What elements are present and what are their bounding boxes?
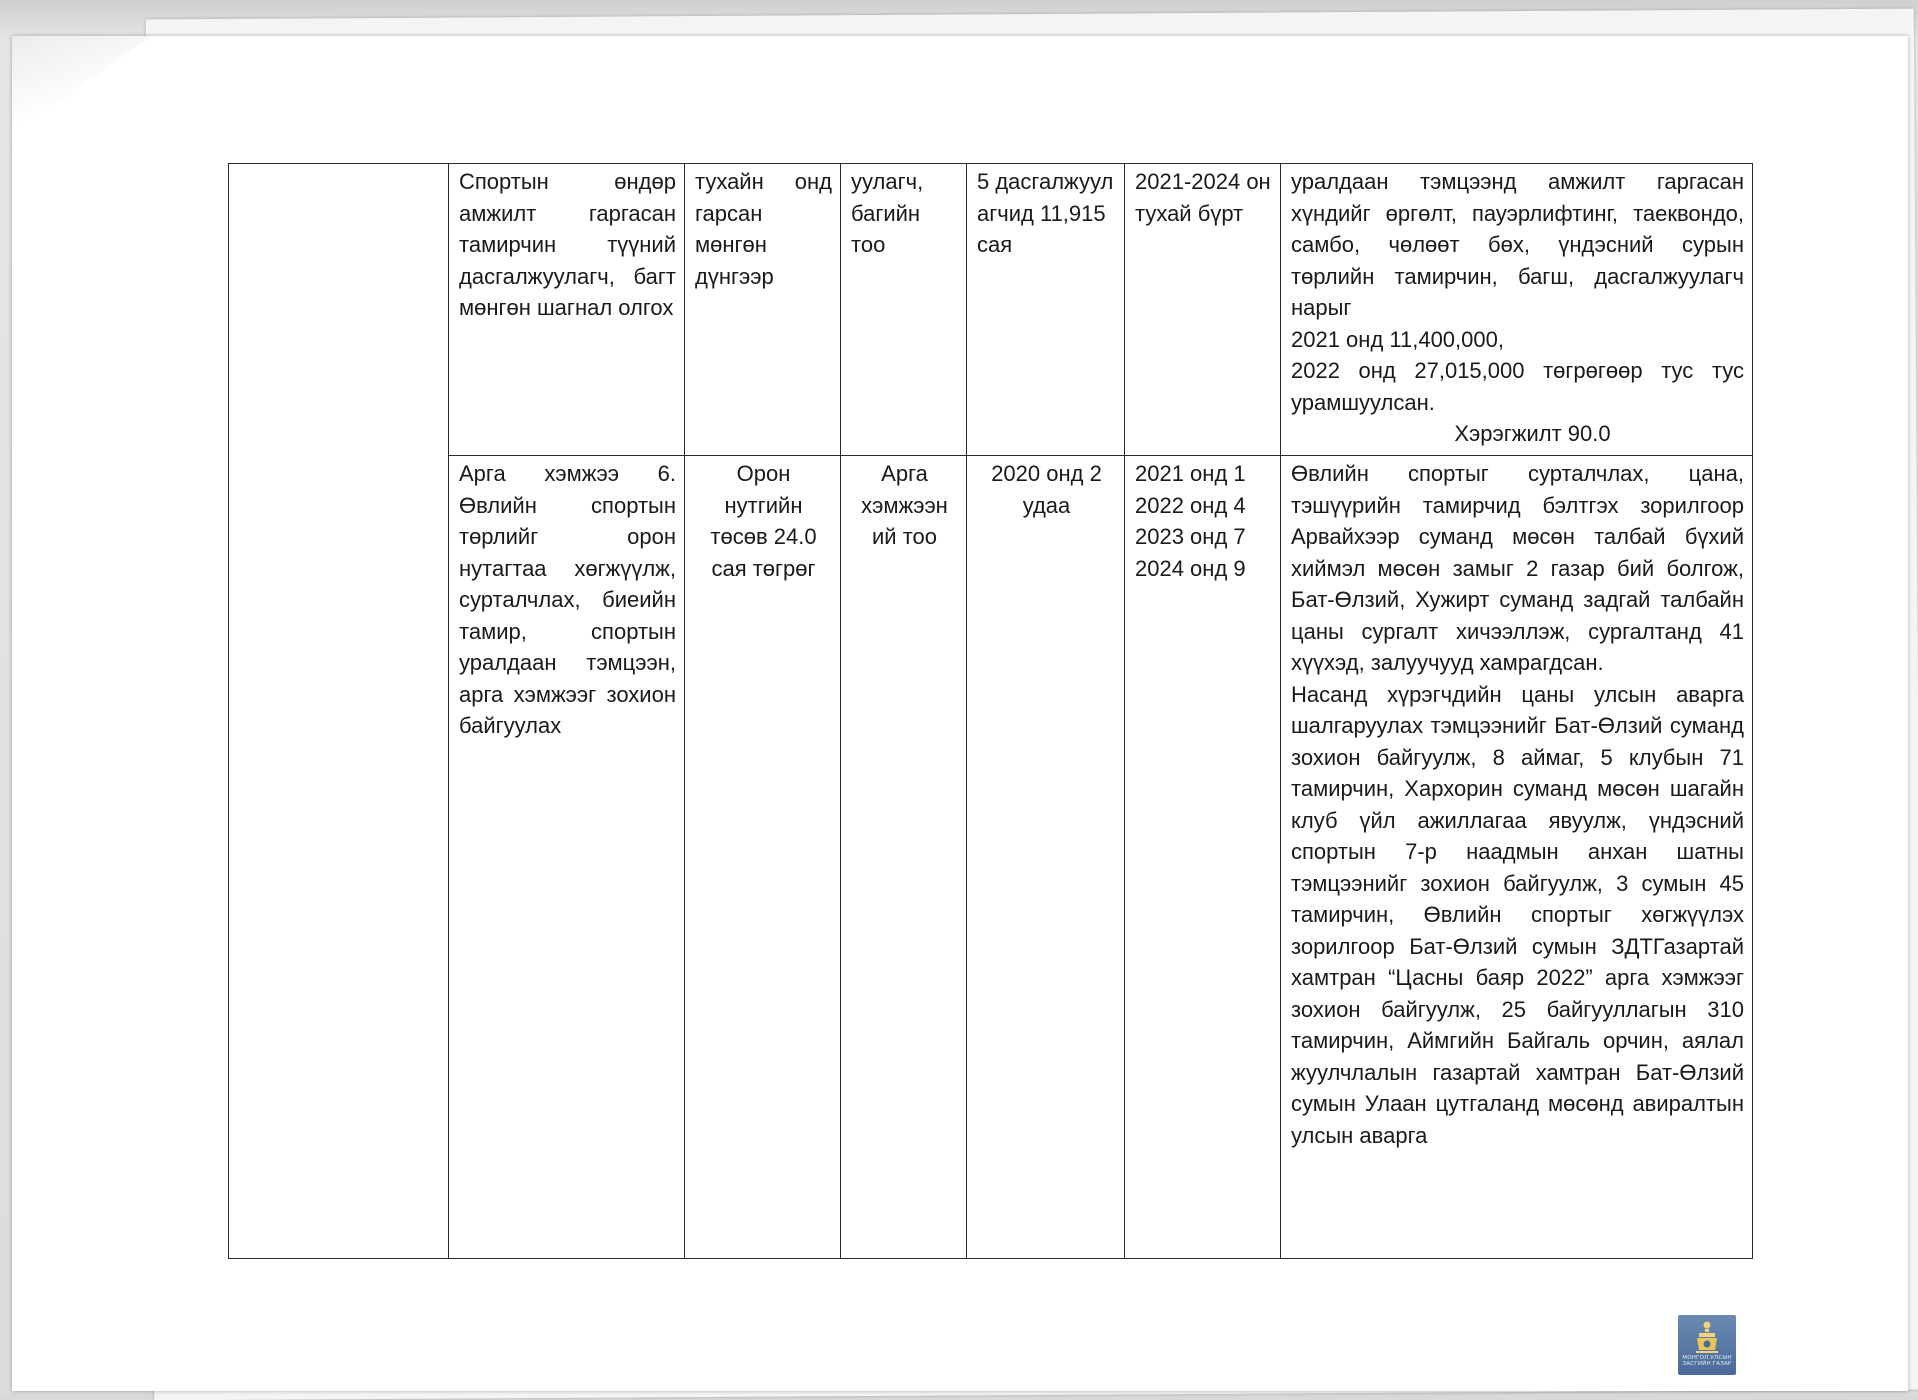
table-row — [229, 164, 1753, 456]
budget-text: Орон нутгийн төсөв 24.0 сая төгрөг — [710, 461, 817, 581]
emblem-caption-line: МОНГОЛ УЛСЫН — [1682, 1355, 1732, 1361]
indicator-text: Арга хэмжээн ий тоо — [861, 461, 948, 549]
target-line: 2023 онд 7 — [1135, 524, 1246, 549]
measure-cell — [449, 456, 685, 1259]
indicator-text: уулагч, багийн тоо — [851, 169, 924, 257]
indicator-cell — [841, 164, 967, 456]
baseline-text: 5 дасгалжуул агчид 11,915 сая — [977, 169, 1114, 257]
target-cell — [1125, 456, 1281, 1259]
table-row — [229, 456, 1753, 1259]
target-line: 2022 онд 4 — [1135, 492, 1246, 518]
implementation-paragraph: Насанд хүрэгчдийн цаны улсын аварга шалгаруулах тэмцээнийг Бат-Өлзий суманд зохион байгуулж, 8 аймаг, 5 клубын 71 тамирчин, Хархорин суманд мөсөн шагайн клуб үйл ажиллагаа явуулж, үндэсний спортын 7-р наадмын анхан шатны тэмцээнийг зохион байгуулж, 3 сумын 45 тамирчин, Өвлийн спортыг хөгжүүлэх зорилгоор Бат-Өлзий сумын ЗДТГазартай хамтран “Цасны баяр 2022” арга хэмжээг зохион байгуулж, 25 байгууллагын 310 тамирчин, Аймгийн Байгаль орчин, аялал жуулчлалын газартай хамтран Бат-Өлзий сумын Улаан цутгаланд мөсөнд авиралтын улсын аварга — [1291, 681, 1744, 1148]
budget-cell — [685, 164, 841, 456]
target-line: 2024 онд 9 — [1135, 555, 1246, 581]
implementation-cell — [1281, 456, 1753, 1259]
emblem-caption-line: ЗАСГИЙН ГАЗАР — [1682, 1361, 1732, 1367]
target-cell — [1125, 164, 1281, 456]
report-table — [228, 163, 1753, 1259]
baseline-text: 2020 онд 2 удаа — [991, 461, 1102, 518]
measure-cell — [449, 164, 685, 456]
fulfilment-rate: Хэрэгжилт 90.0 — [1454, 421, 1611, 446]
goal-cell — [229, 164, 449, 1259]
government-emblem — [1678, 1315, 1736, 1375]
measure-text: Арга хэмжээ 6. Өвлийн спортын төрлийг орон нутагтаа хөгжүүлж, сурталчлах, биеийн тамир, спортын уралдаан тэмцээн, арга хэмжээг зохион байгуулах — [459, 461, 676, 738]
budget-text: тухайн онд гарсан мөнгөн дүнгээр — [695, 169, 832, 289]
implementation-line-2021: 2021 онд 11,400,000, — [1291, 326, 1504, 352]
implementation-paragraph: уралдаан тэмцээнд амжилт гаргасан хүндийг өргөлт, пауэрлифтинг, таеквондо, самбо, чөлөөт бөх, үндэсний сурын төрлийн тамирчин, багш, дасгалжуулагч нарыг — [1291, 169, 1744, 320]
target-line: 2021 онд 1 — [1135, 461, 1246, 486]
target-text: 2021-2024 он тухай бүрт — [1135, 169, 1271, 226]
state-emblem-icon — [1694, 1319, 1720, 1355]
baseline-cell — [967, 164, 1125, 456]
implementation-cell — [1281, 164, 1753, 456]
implementation-paragraph: Өвлийн спортыг сурталчлах, цана, тэшүүрийн тамирчид бэлтгэх зорилгоор Арвайхээр суманд мөсөн талбай бүхий хиймэл мөсөн замыг 2 газар бий болгож, Бат-Өлзий, Хужирт суманд задгай талбайн цаны сургалт хичээллэж, сургалтанд 41 хүүхэд, залуучууд хамрагдсан. — [1291, 461, 1744, 675]
baseline-cell — [967, 456, 1125, 1259]
budget-cell — [685, 456, 841, 1259]
measure-text: Спортын өндөр амжилт гаргасан тамирчин түүний дасгалжуулагч, багт мөнгөн шагнал олгох — [459, 169, 676, 320]
implementation-line-2022: 2022 онд 27,015,000 төгрөгөөр тус тус урамшуулсан. — [1291, 358, 1744, 415]
indicator-cell — [841, 456, 967, 1259]
